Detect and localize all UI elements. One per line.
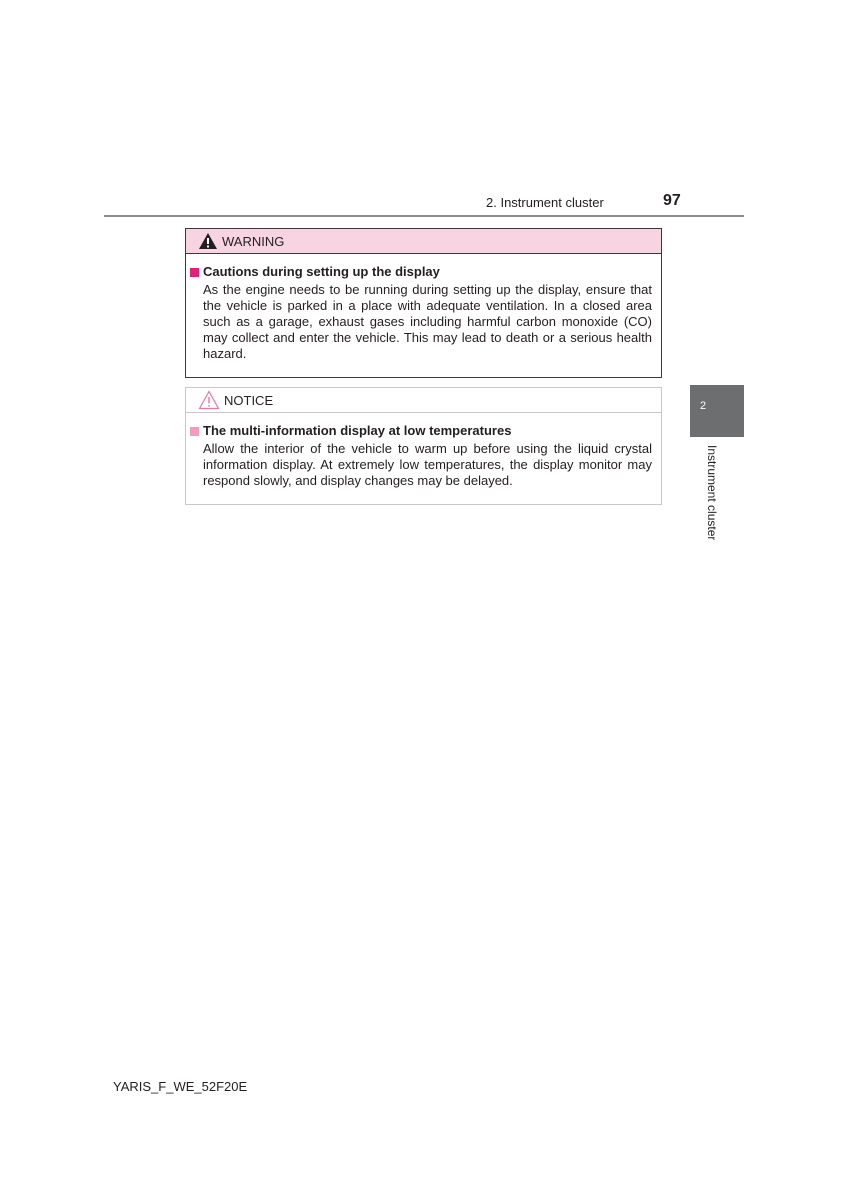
square-bullet-icon	[190, 427, 199, 436]
notice-label: NOTICE	[224, 392, 274, 408]
square-bullet-icon	[190, 268, 199, 277]
warning-item-title-text: Cautions during setting up the display	[203, 264, 440, 279]
notice-header	[186, 388, 661, 413]
chapter-tab	[690, 385, 744, 437]
warning-header	[186, 229, 661, 254]
warning-triangle-icon	[198, 232, 218, 250]
page-number: 97	[663, 192, 681, 209]
notice-item-title	[190, 423, 652, 439]
header-rule	[104, 215, 744, 217]
warning-item-title	[190, 264, 652, 280]
warning-label: WARNING	[222, 233, 285, 249]
notice-item-title-text: The multi-information display at low temperatures	[203, 423, 512, 438]
notice-box	[185, 387, 662, 505]
notice-triangle-icon	[198, 390, 220, 410]
chapter-tab-label: Instrument cluster	[705, 445, 719, 541]
warning-box	[185, 228, 662, 378]
warning-item-text: As the engine needs to be running during setting up the display, ensure that the vehicle is parked in a place with adequate ventilation. In a closed area such as a garage, exhaust gases including harmful carbon monoxide (CO) may collect and enter the vehicle. This may lead to death or a serious health hazard.	[203, 282, 652, 361]
notice-item-text: Allow the interior of the vehicle to warm up before using the liquid crystal information display. At extremely low temperatures, the display monitor may respond slowly, and display changes may be delayed.	[203, 441, 652, 488]
document-code: YARIS_F_WE_52F20E	[113, 1079, 248, 1094]
header-section-title: 2. Instrument cluster	[486, 195, 604, 210]
chapter-tab-number: 2	[700, 400, 707, 412]
